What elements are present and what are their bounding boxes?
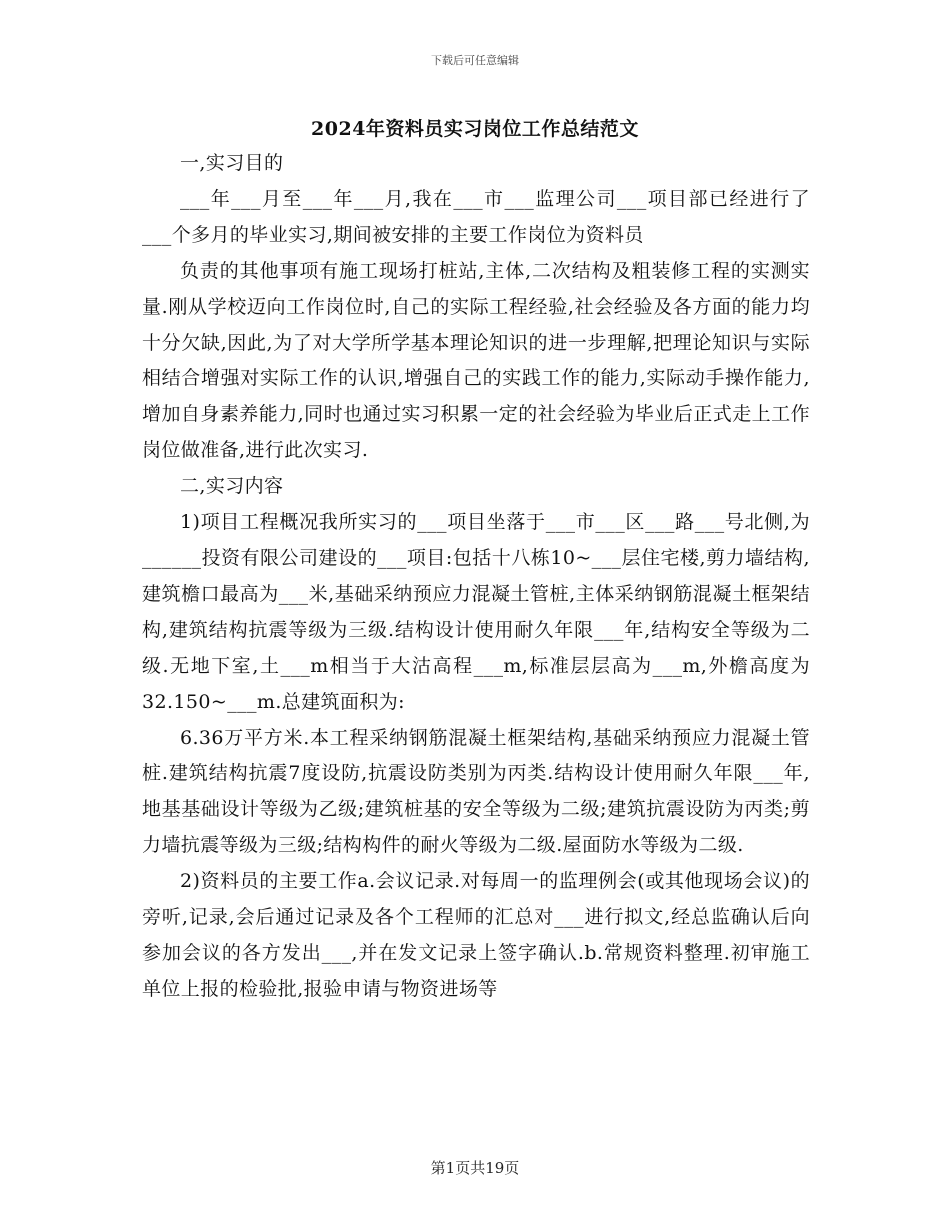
document-body: [142, 146, 810, 1008]
paragraph: 1)项目工程概况我所实习的___项目坐落于___市___区___路___号北侧,为______投资有限公司建设的___项目:包括十八栋10~___层住宅楼,剪力墙结构,建筑檐口最高为___米,基础采纳预应力混凝土管桩,主体采纳钢筋混凝土框架结构,建筑结构抗震等级为三级.结构设计使用耐久年限___年,结构安全等级为二级.无地下室,土___m相当于大沽高程___m,标准层层高为___m,外檐高度为32.150~___m.总建筑面积为:: [142, 511, 810, 713]
paragraph: 6.36万平方米.本工程采纳钢筋混凝土框架结构,基础采纳预应力混凝土管桩.建筑结构抗震7度设防,抗震设防类别为丙类.结构设计使用耐久年限___年,地基基础设计等级为乙级;建筑桩基的安全等级为二级;建筑抗震设防为丙类;剪力墙抗震等级为三级;结构构件的耐火等级为二级.屋面防水等级为二级.: [142, 726, 810, 857]
paragraph: 2)资料员的主要工作a.会议记录.对每周一的监理例会(或其他现场会议)的旁听,记录,会后通过记录及各个工程师的汇总对___进行拟文,经总监确认后向参加会议的各方发出___,并在发文记录上签字确认.b.常规资料整理.初审施工单位上报的检验批,报验申请与物资进场等: [142, 870, 810, 1000]
page-number: 第1页共19页: [430, 1159, 520, 1177]
paragraph: ___年___月至___年___月,我在___市___监理公司___项目部已经进行了___个多月的毕业实习,期间被安排的主要工作岗位为资料员: [142, 187, 810, 246]
section-heading-2: 二,实习内容: [180, 475, 284, 498]
page-header: 下载后可任意编辑: [431, 54, 519, 67]
paragraph: 负责的其他事项有施工现场打桩站,主体,二次结构及粗装修工程的实测实量.刚从学校迈向工作岗位时,自己的实际工程经验,社会经验及各方面的能力均十分欠缺,因此,为了对大学所学基本理论知识的进一步理解,把理论知识与实际相结合增强对实际工作的认识,增强自己的实践工作的能力,实际动手操作能力,增加自身素养能力,同时也通过实习积累一定的社会经验为毕业后正式走上工作岗位做准备,进行此次实习.: [142, 259, 810, 462]
section-heading-1: 一,实习目的: [180, 152, 284, 174]
document-title: 2024年资料员实习岗位工作总结范文: [311, 118, 639, 140]
